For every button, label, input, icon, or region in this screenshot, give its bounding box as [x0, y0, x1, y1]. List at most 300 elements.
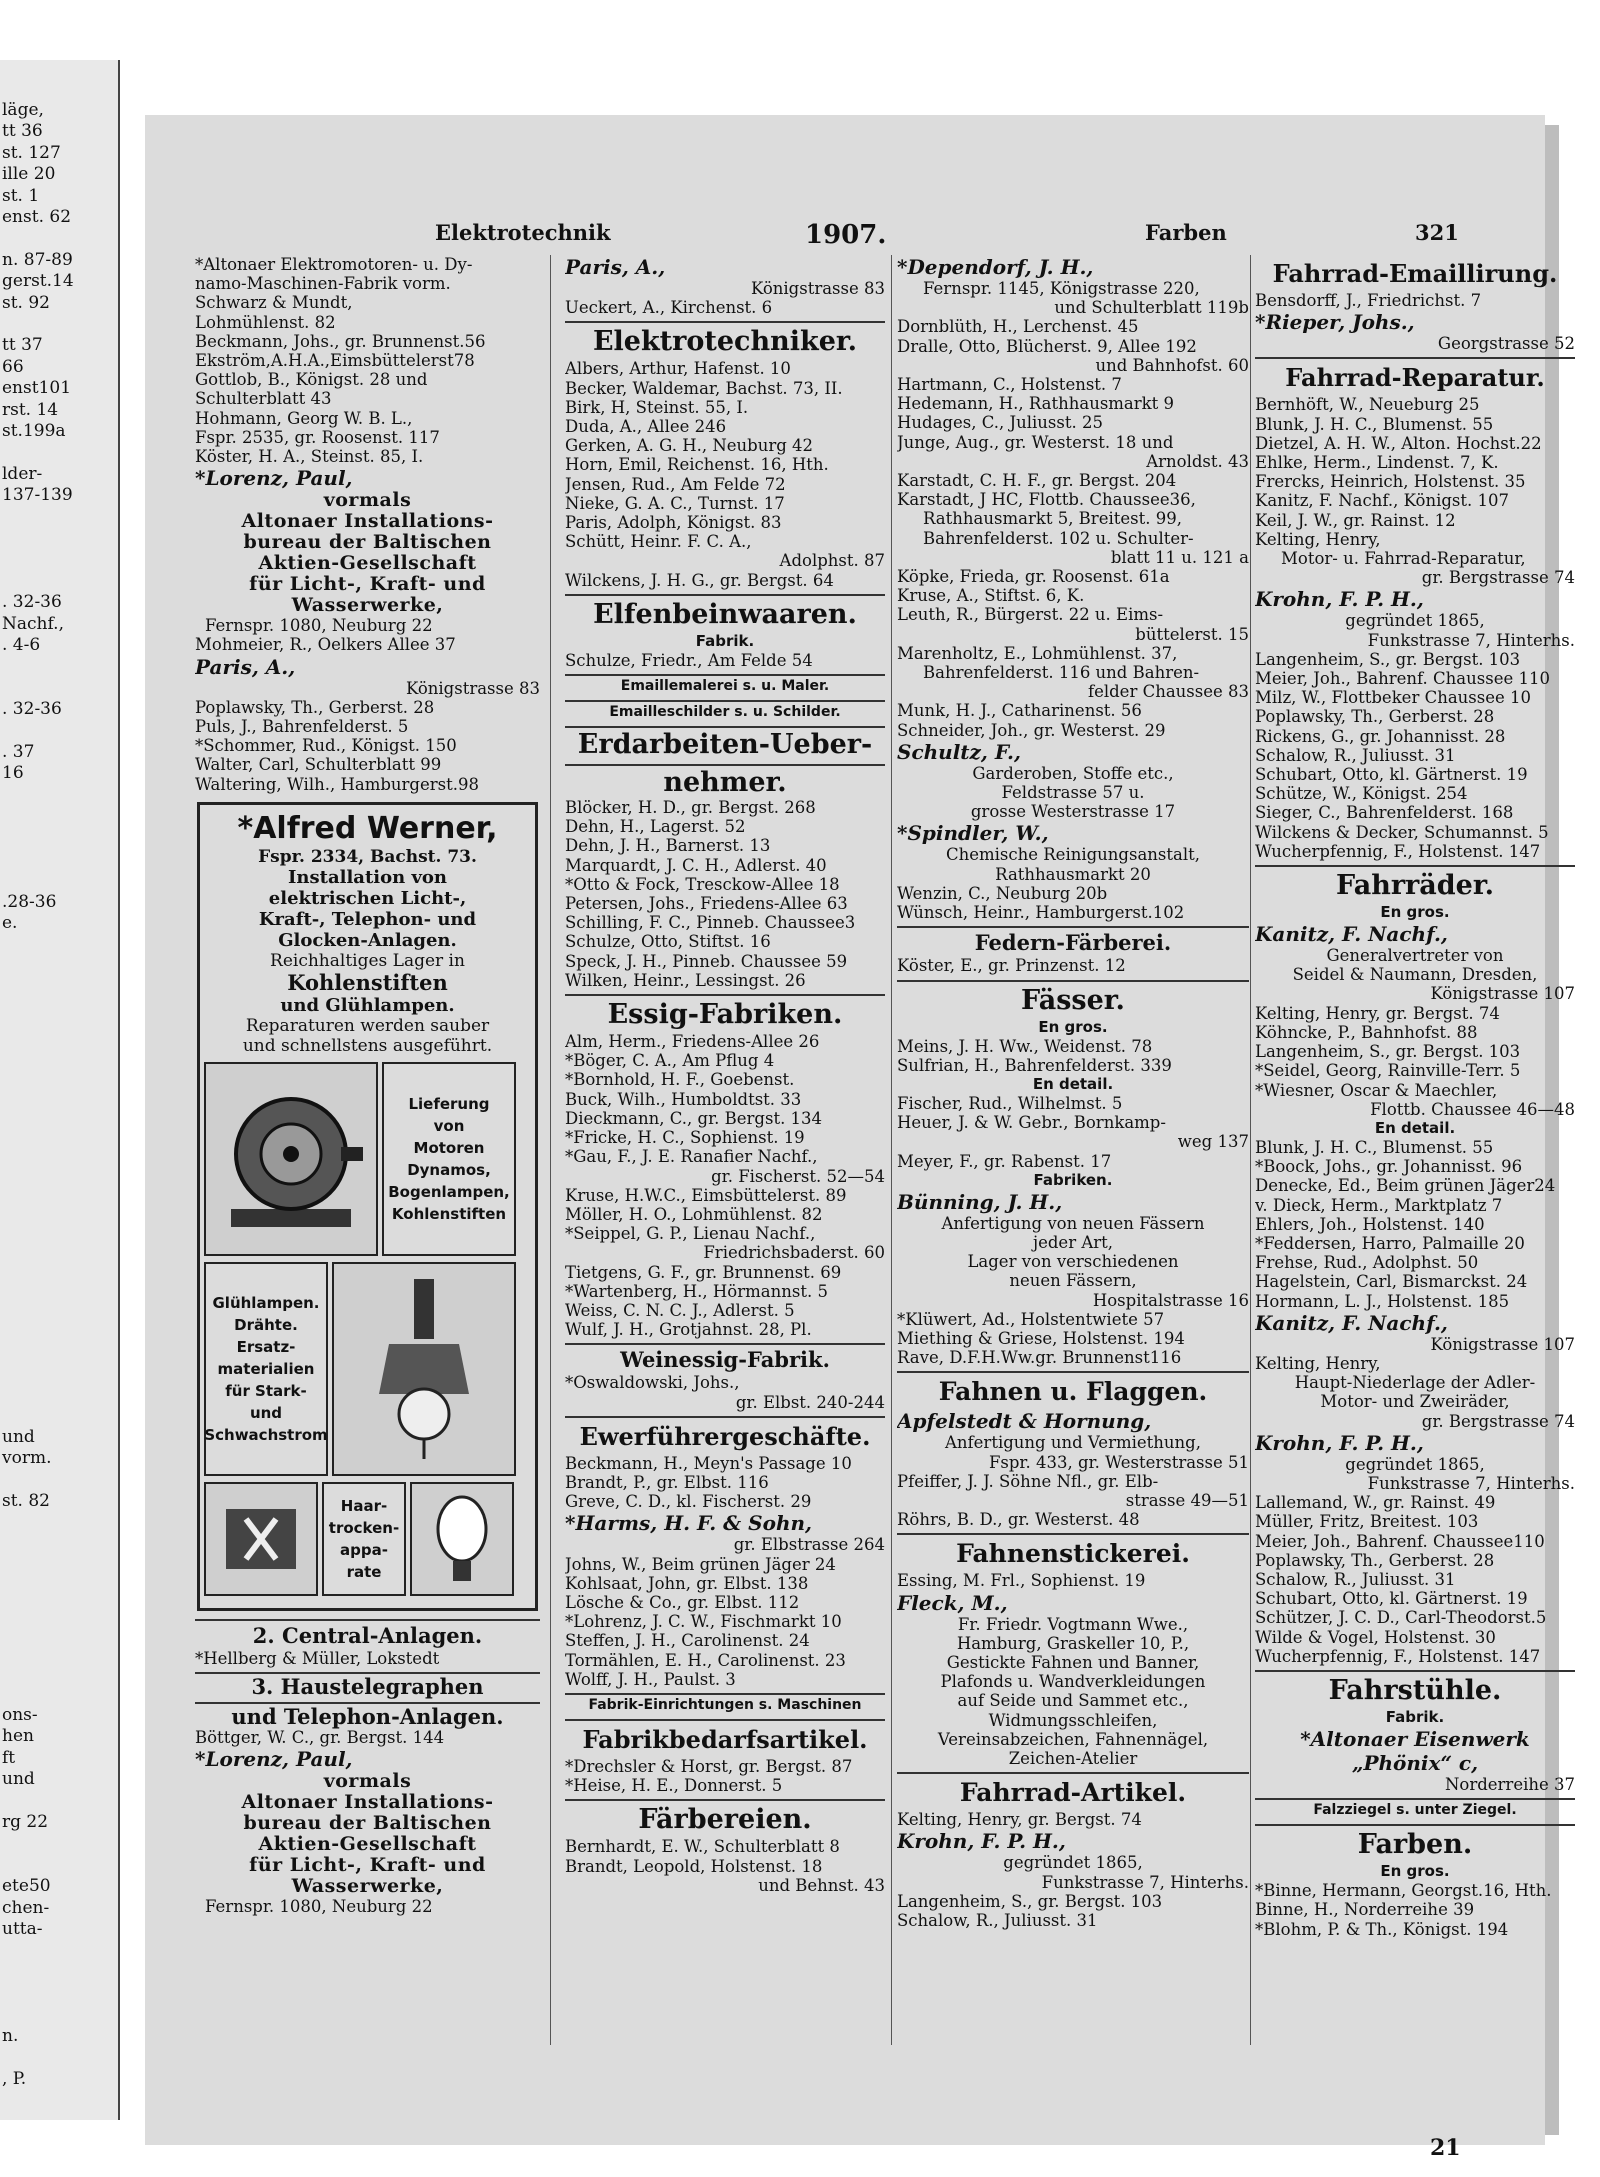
- entry-group: [897, 1510, 1249, 1529]
- strip-text: hen: [2, 1726, 34, 1747]
- entry-line: Hudages, C., Juliusst. 25: [897, 413, 1103, 433]
- entry-line: *Seippel, G. P., Lienau Nachf.,: [565, 1224, 816, 1244]
- strip-text: Nachf.,: [2, 613, 64, 634]
- entry-line: *Hellberg & Müller, Lokstedt: [195, 1648, 440, 1668]
- entry-line: Installation von: [287, 866, 448, 888]
- entry-address: Flottb. Chaussee 46—48: [1370, 1099, 1575, 1119]
- entry-line: Albers, Arthur, Hafenst. 10: [565, 359, 791, 379]
- entry-line: Bernhöft, W., Neueburg 25: [1255, 395, 1480, 415]
- cross-reference: Emaillemalerei s. u. Maler.: [565, 674, 885, 696]
- entry-group: [1255, 1881, 1575, 1939]
- entry-address: Friedrichsbaderst. 60: [703, 1243, 885, 1263]
- entry-line: Garderoben, Stoffe etc.,: [972, 763, 1174, 783]
- ad-caption-gluehlampen: [204, 1262, 328, 1476]
- entry-line: Walter, Carl, Schulterblatt 99: [195, 755, 442, 775]
- entry-group: [897, 1571, 1249, 1590]
- entry-group: [897, 1094, 1249, 1132]
- entry-address: Hospitalstrasse 16: [1092, 1290, 1249, 1310]
- strip-text: chen-: [2, 1897, 50, 1918]
- section-heading: Fässer.: [897, 980, 1249, 1018]
- entry-line: Waltering, Wilh., Hamburgerst.98: [195, 774, 479, 794]
- entry-line: Möller, H. O., Lohmühlenst. 82: [565, 1204, 823, 1224]
- entry-line: Lösche & Co., gr. Elbst. 112: [565, 1592, 800, 1612]
- strip-text: 137-139: [2, 485, 73, 506]
- entry-line: Becker, Waldemar, Bachst. 73, II.: [565, 378, 843, 398]
- entry-line: Junge, Aug., gr. Westerst. 18 und: [897, 432, 1174, 452]
- entry-line: Köster, E., gr. Prinzenst. 12: [897, 956, 1126, 976]
- entry-line: Hormann, L. J., Holstenst. 185: [1255, 1291, 1510, 1311]
- entry-line: Böttger, W. C., gr. Bergst. 144: [195, 1728, 445, 1748]
- entry-address: Funkstrasse 7, Hinterhs.: [1367, 630, 1575, 650]
- entry-line: Meyer, F., gr. Rabenst. 17: [897, 1151, 1112, 1171]
- column-rule: [550, 255, 551, 2045]
- entry-line: *Heise, H. E., Donnerst. 5: [565, 1776, 783, 1796]
- page-header: [185, 220, 1525, 250]
- entry-line: Plafonds u. Wandverkleidungen: [940, 1672, 1206, 1692]
- entry-group: [897, 279, 1249, 298]
- entry-line: Nieke, G. A. C., Turnst. 17: [565, 493, 785, 513]
- entry-group: [1255, 1004, 1575, 1100]
- entry-line: Sulfrian, H., Bahrenfelderst. 339: [897, 1055, 1172, 1075]
- entry-address: Funkstrasse 7, Hinterhs.: [1367, 1473, 1575, 1493]
- entry-line: Köhncke, P., Bahnhofst. 88: [1255, 1022, 1478, 1042]
- ad-caption-line: appa-: [340, 1540, 388, 1559]
- entry-address: strasse 49—51: [1125, 1490, 1249, 1510]
- entry-line: *Klüwert, Ad., Holstentwiete 57: [897, 1309, 1165, 1329]
- entry-line: Kruse, H.W.C., Eimsbüttelerst. 89: [565, 1185, 847, 1205]
- entry-address: Arnoldst. 43: [1146, 451, 1249, 471]
- section-heading: Erdarbeiten-Ueber-: [565, 726, 885, 760]
- entry-group: [565, 798, 885, 990]
- entry-line: Gottlob, B., Königst. 28 und: [195, 370, 428, 390]
- entry-phone: Fernspr. 1080, Neuburg 22: [205, 616, 433, 636]
- entry-line: Kanitz, F. Nachf., Königst. 107: [1255, 491, 1510, 511]
- section-heading: und Telephon-Anlagen.: [195, 1702, 540, 1728]
- entry-line: Ehlers, Joh., Holstenst. 140: [1255, 1214, 1485, 1234]
- entry-group: [565, 1263, 885, 1340]
- section-heading: Essig-Fabriken.: [565, 994, 885, 1032]
- entry-line: Motor- u. Fahrrad-Reparatur,: [1281, 549, 1526, 569]
- entry-line: neuen Fässern,: [1009, 1271, 1137, 1291]
- entry-line: *Wartenberg, H., Hörmannst. 5: [565, 1281, 828, 1301]
- entry-group: [1255, 1138, 1575, 1311]
- entry-group: [897, 845, 1249, 883]
- entry-line: Langenheim, S., gr. Bergst. 103: [1255, 1042, 1521, 1062]
- ad-caption-line: Kohlenstiften: [391, 1204, 507, 1223]
- entry-address: gr. Fischerst. 52—54: [711, 1166, 885, 1186]
- entry-address: Georgstrasse 52: [1437, 334, 1575, 354]
- entry-line: Glocken-Anlagen.: [278, 929, 457, 951]
- entry-line: Greve, C. D., kl. Fischerst. 29: [565, 1492, 812, 1512]
- entry-line: *Bornhold, H. F., Goebenst.: [565, 1070, 795, 1090]
- ad-phone: Fspr. 2334, Bachst. 73.: [258, 846, 477, 867]
- strip-text: . 32-36: [2, 699, 62, 720]
- strip-text: st. 92: [2, 292, 50, 313]
- section-heading: Fabrikbedarfsartikel.: [565, 1719, 885, 1757]
- entry-group: [195, 698, 540, 794]
- entry-line: Sieger, C., Bahrenfelderst. 168: [1255, 803, 1514, 823]
- strip-text: 66: [2, 356, 24, 377]
- strip-text: ille 20: [2, 164, 56, 185]
- entry-line: *Altonaer Elektromotoren- u. Dy-: [195, 255, 473, 274]
- entry-line: Dieckmann, C., gr. Bergst. 134: [565, 1108, 823, 1128]
- entry-group: [1255, 291, 1575, 310]
- sub-heading: En detail.: [1374, 1118, 1456, 1137]
- entry-line: Aktien-Gesellschaft: [258, 552, 477, 575]
- entry-line: Köpke, Frieda, gr. Roosenst. 61a: [897, 567, 1170, 587]
- dynamo-icon: [216, 1079, 366, 1239]
- entry-line: Motor- und Zweiräder,: [1320, 1392, 1510, 1412]
- entry-name: *Harms, H. F. & Sohn,: [565, 1511, 812, 1536]
- strip-text: st. 82: [2, 1491, 50, 1511]
- entry-line: Schulze, Otto, Stiftst. 16: [565, 932, 771, 952]
- entry-group: [565, 1555, 885, 1689]
- entry-address: Norderreihe 37: [1444, 1774, 1575, 1794]
- entry-name: *Rieper, Johs.,: [1255, 310, 1415, 335]
- entry-line: Blunk, J. H. C., Blumenst. 55: [1255, 414, 1494, 434]
- entry-line: Beckmann, H., Meyn's Passage 10: [565, 1453, 852, 1473]
- entry-name: *Altonaer Eisenwerk: [1300, 1726, 1530, 1751]
- page-number: 321: [1415, 220, 1459, 245]
- entry-name: Krohn, F. P. H.,: [1255, 587, 1424, 612]
- entry-line: gegründet 1865,: [1345, 1454, 1485, 1474]
- entry-group: [1255, 395, 1575, 549]
- entry-line: *Binne, Hermann, Georgst.16, Hth.: [1255, 1881, 1552, 1901]
- entry-address: blatt 11 u. 121 a: [1110, 547, 1249, 567]
- cross-reference: Emailleschilder s. u. Schilder.: [565, 700, 885, 722]
- bulb-illustration: [410, 1482, 514, 1596]
- entry-line: und schnellstens ausgeführt.: [242, 1035, 493, 1056]
- strip-text: und: [2, 1769, 35, 1790]
- lamp-illustration: [332, 1262, 516, 1476]
- section-heading: Fahrräder.: [1255, 865, 1575, 903]
- entry-address: Funkstrasse 7, Hinterhs.: [1041, 1872, 1249, 1892]
- entry-line: Duda, A., Allee 246: [565, 417, 727, 437]
- entry-group: [565, 726, 885, 798]
- entry-line: Müller, Fritz, Breitest. 103: [1255, 1512, 1479, 1532]
- entry-line: Kruse, A., Stiftst. 6, K.: [897, 586, 1085, 606]
- entry-line: Frehse, Rud., Adolphst. 50: [1255, 1253, 1479, 1273]
- entry-line: Dralle, Otto, Blücherst. 9, Allee 192: [897, 336, 1197, 356]
- entry-line: Petersen, Johs., Friedens-Allee 63: [565, 894, 848, 914]
- column-4: [1255, 255, 1575, 1939]
- entry-group: [195, 635, 540, 654]
- entry-line: Lohmühlenst. 82: [195, 312, 336, 332]
- ad-caption-line: Dynamos,: [407, 1160, 491, 1179]
- sub-heading: Fabrik.: [1385, 1707, 1445, 1726]
- advertisement-alfred-werner: [197, 802, 538, 1611]
- entry-line: Wünsch, Heinr., Hamburgerst.102: [897, 903, 1185, 923]
- entry-address: und Bahnhofst. 60: [1095, 355, 1249, 375]
- entry-line: Seidel & Naumann, Dresden,: [1292, 965, 1538, 985]
- entry-line: namo-Maschinen-Fabrik vorm.: [195, 274, 451, 294]
- strip-text: ft: [2, 1747, 16, 1768]
- entry-line: Aktien-Gesellschaft: [258, 1833, 477, 1856]
- entry-line: *Wiesner, Oscar & Maechler,: [1255, 1080, 1498, 1100]
- entry-group: [195, 1649, 540, 1668]
- entry-line: Poplawsky, Th., Gerberst. 28: [1255, 707, 1495, 727]
- entry-line: Rickens, G., gr. Johannisst. 28: [1255, 726, 1506, 746]
- entry-line: elektrischen Licht-,: [268, 887, 467, 909]
- entry-line: Rathhausmarkt 20: [995, 864, 1151, 884]
- entry-line: Meier, Joh., Bahrenf. Chaussee110: [1255, 1531, 1545, 1551]
- entry-address: gr. Bergstrasse 74: [1421, 568, 1575, 588]
- entry-line: Horn, Emil, Reichenst. 16, Hth.: [565, 455, 829, 475]
- column-1: [195, 255, 540, 1916]
- sub-heading: En gros.: [1038, 1017, 1108, 1036]
- entry-line: Wasserwerke,: [291, 1875, 444, 1898]
- entry-line: Köster, H. A., Steinst. 85, I.: [195, 447, 424, 467]
- entry-name: *Lorenz, Paul,: [195, 1747, 353, 1772]
- entry-line: Altonaer Installations-: [241, 1791, 494, 1814]
- strip-text: st. 1: [2, 185, 40, 206]
- strip-text: st.199a: [2, 421, 66, 441]
- entry-group: [897, 1892, 1249, 1930]
- strip-text: ete50: [2, 1876, 51, 1897]
- entry-group: [897, 567, 1249, 625]
- entry-line: Schulze, Friedr., Am Felde 54: [565, 650, 813, 670]
- entry-line: Keil, J. W., gr. Rainst. 12: [1255, 510, 1456, 530]
- entry-line: Langenheim, S., gr. Bergst. 103: [897, 1891, 1163, 1911]
- entry-line: Schneider, Joh., gr. Westerst. 29: [897, 720, 1166, 740]
- column-3: [897, 255, 1249, 1930]
- entry-line: Speck, J. H., Pinneb. Chaussee 59: [565, 951, 848, 971]
- entry-line: Ekström,A.H.A.,Eimsbüttelerst78: [195, 351, 475, 371]
- entry-line: Hamburg, Graskeller 10, P.,: [956, 1633, 1190, 1653]
- entry-line: Puls, J., Bahrenfelderst. 5: [195, 717, 409, 737]
- entry-line: v. Dieck, Herm., Marktplatz 7: [1255, 1195, 1503, 1215]
- entry-address: gr. Bergstrasse 74: [1421, 1411, 1575, 1431]
- entry-line: *Otto & Fock, Tresckow-Allee 18: [565, 874, 840, 894]
- entry-group: [897, 1472, 1249, 1491]
- strip-text: , P.: [2, 2068, 27, 2089]
- entry-line: Lallemand, W., gr. Rainst. 49: [1255, 1493, 1496, 1513]
- ad-caption-line: Drähte.: [234, 1315, 298, 1334]
- entry-group: [195, 1728, 540, 1747]
- entry-line: Wucherpfennig, F., Holstenst. 147: [1255, 1646, 1541, 1666]
- section-heading: Elfenbeinwaaren.: [565, 594, 885, 632]
- entry-group: [1255, 1373, 1575, 1411]
- strip-text: . 4-6: [2, 635, 41, 655]
- entry-line: Bahrenfelderst. 102 u. Schulter-: [923, 528, 1194, 548]
- entry-line: Wucherpfennig, F., Holstenst. 147: [1255, 841, 1541, 861]
- ad-caption-line: für Stark-: [225, 1381, 307, 1400]
- entry-line: bureau der Baltischen: [243, 531, 492, 554]
- hairdryer-icon: [216, 1494, 306, 1584]
- entry-line: *Drechsler & Horst, gr. Bergst. 87: [565, 1756, 853, 1776]
- entry-line: Denecke, Ed., Beim grünen Jäger24: [1255, 1176, 1556, 1196]
- entry-address: Königstrasse 107: [1430, 984, 1575, 1004]
- entry-line: Gestickte Fahnen und Banner,: [946, 1652, 1200, 1672]
- entry-line: Altonaer Installations-: [241, 510, 494, 533]
- section-heading: Ewerführergeschäfte.: [565, 1416, 885, 1454]
- entry-line: Dehn, J. H., Barnerst. 13: [565, 836, 771, 856]
- entry-group: [195, 1792, 540, 1897]
- column-rule: [1250, 255, 1251, 2045]
- section-heading: Fahrrad-Reparatur.: [1255, 357, 1575, 395]
- entry-line: Pfeiffer, J. J. Söhne Nfl., gr. Elb-: [897, 1471, 1159, 1491]
- entry-line: auf Seide und Sammet etc.,: [957, 1691, 1189, 1711]
- entry-name: Kanitz, F. Nachf.,: [1255, 922, 1448, 947]
- cross-reference: Falzziegel s. unter Ziegel.: [1255, 1798, 1575, 1820]
- ad-kohlenstiften: Kohlenstiften: [287, 969, 448, 995]
- entry-line: Dornblüth, H., Lerchenst. 45: [897, 317, 1139, 337]
- entry-address: gr. Elbstrasse 264: [733, 1535, 885, 1555]
- entry-group: [195, 1672, 540, 1728]
- strip-text: 16: [2, 763, 24, 784]
- ad-caption-line: Ersatz-: [236, 1337, 296, 1356]
- entry-name: „Phönix“ c,: [1351, 1750, 1479, 1775]
- entry: Ueckert, A., Kirchenst. 6: [565, 298, 773, 318]
- entry-line: *Gau, F., J. E. Ranafier Nachf.,: [565, 1147, 818, 1167]
- entry-line: Meins, J. H. Ww., Weidenst. 78: [897, 1036, 1153, 1056]
- section-heading: Elektrotechniker.: [565, 321, 885, 359]
- entry-group: [204, 867, 531, 951]
- entry-line: Wilckens & Decker, Schumannst. 5: [1255, 822, 1549, 842]
- ad-caption-line: Haar-: [340, 1496, 388, 1515]
- section-heading: Fahnen u. Flaggen.: [897, 1371, 1249, 1409]
- strip-text: n. 87-89: [2, 249, 73, 270]
- entry-line: *Boock, Johs., gr. Johannisst. 96: [1255, 1157, 1523, 1177]
- entry-line: Meier, Joh., Bahrenf. Chaussee 110: [1255, 669, 1550, 689]
- entry-vormals: vormals: [323, 1770, 412, 1793]
- entry-line: Kraft-, Telephon- und: [258, 908, 477, 930]
- ad-caption-line: Motoren: [413, 1138, 485, 1157]
- ad-gluehlampen: und Glühlampen.: [280, 994, 455, 1016]
- entry-line: Schalow, R., Juliusst. 31: [897, 1911, 1098, 1930]
- strip-text: st. 127: [2, 142, 61, 163]
- entry-group: [1255, 1493, 1575, 1666]
- entry-line: Marquardt, J. C. H., Adlerst. 40: [565, 855, 827, 875]
- entry-line: Bernhardt, E. W., Schulterblatt 8: [565, 1837, 840, 1857]
- entry-line: Rave, D.F.H.Ww.gr. Brunnenst116: [897, 1348, 1182, 1368]
- entry-name: Apfelstedt & Hornung,: [897, 1409, 1152, 1434]
- entry-address: Adolphst. 87: [779, 551, 885, 571]
- entry-group: [897, 1152, 1249, 1171]
- entry-line: Reichhaltiges Lager in: [270, 950, 465, 971]
- entry-line: Vereinsabzeichen, Fahnennägel,: [937, 1729, 1209, 1749]
- entry-line: Leuth, R., Bürgerst. 22 u. Eims-: [897, 605, 1164, 625]
- strip-text: tt 36: [2, 121, 43, 142]
- entry-line: Schwarz & Mundt,: [195, 293, 353, 313]
- entry-group: [1255, 1354, 1575, 1373]
- entry-line: Hedemann, H., Rathhausmarkt 9: [897, 394, 1175, 414]
- entry-name: Paris, A.,: [565, 255, 666, 279]
- entry-line: Zeichen-Atelier: [1008, 1748, 1138, 1768]
- entry-line: Schalow, R., Juliusst. 31: [1255, 1569, 1456, 1589]
- entry-address: und Behnst. 43: [758, 1875, 885, 1895]
- strip-text: enst101: [2, 378, 72, 399]
- sub-heading: Fabriken.: [1033, 1170, 1113, 1189]
- entry-address: Königstrasse 107: [1430, 1334, 1575, 1354]
- entry-line: Wasserwerke,: [291, 594, 444, 617]
- entry-line: Röhrs, B. D., gr. Westerst. 48: [897, 1510, 1140, 1530]
- entry-group: [1255, 611, 1575, 630]
- entry-group: [565, 1454, 885, 1512]
- entry-group: [565, 1032, 885, 1166]
- entry-name: Krohn, F. P. H.,: [897, 1829, 1066, 1854]
- entry-line: Wenzin, C., Neuburg 20b: [897, 883, 1108, 903]
- entry-line: Paris, Adolph, Königst. 83: [565, 513, 782, 533]
- entry-line: Bahrenfelderst. 116 und Bahren-: [923, 663, 1200, 683]
- entry-group: [565, 1757, 885, 1795]
- entry-line: Brandt, P., gr. Elbst. 116: [565, 1472, 769, 1492]
- entry-group: [897, 1214, 1249, 1291]
- entry-name: Krohn, F. P. H.,: [1255, 1430, 1424, 1455]
- strip-text: . 32-36: [2, 592, 62, 613]
- entry-line: Karstadt, C. H. F., gr. Bergst. 204: [897, 471, 1177, 491]
- entry-line: Schubart, Otto, kl. Gärtnerst. 19: [1255, 1589, 1528, 1609]
- entry-line: Kelting, Henry,: [1255, 1353, 1381, 1373]
- entry-line: jeder Art,: [1032, 1232, 1114, 1252]
- hairdryer-illustration: [204, 1482, 318, 1596]
- entry-group: [897, 701, 1249, 739]
- ad-caption-line: und: [249, 1403, 283, 1422]
- entry-line: Essing, M. Frl., Sophienst. 19: [897, 1571, 1146, 1591]
- entry-line: Kelting, Henry, gr. Bergst. 74: [1255, 1003, 1500, 1023]
- bulb-icon: [427, 1489, 497, 1589]
- ad-caption-line: Bogenlampen,: [388, 1182, 510, 1201]
- entry-group: [1255, 946, 1575, 984]
- sub-heading: Fabrik.: [695, 631, 755, 650]
- strip-text: n.: [2, 2026, 19, 2046]
- entry-group: [195, 511, 540, 616]
- page-folio: 21: [1430, 2135, 1461, 2161]
- entry-line: Widmungsschleifen,: [988, 1710, 1158, 1730]
- entry-line: *Lohrenz, J. C. W., Fischmarkt 10: [565, 1612, 842, 1632]
- entry-group: [897, 1037, 1249, 1075]
- entry-group: [565, 359, 885, 551]
- entry-line: Generalvertreter von: [1326, 946, 1504, 966]
- entry-vormals: vormals: [323, 489, 412, 512]
- entry-group: [565, 651, 885, 670]
- strip-text: vorm.: [2, 1448, 52, 1469]
- entry-group: [897, 471, 1249, 509]
- section-heading: 2. Central-Anlagen.: [195, 1619, 540, 1649]
- entry-line: Hagelstein, Carl, Bismarckst. 24: [1255, 1272, 1528, 1292]
- entry-line: für Licht-, Kraft- und: [249, 1854, 486, 1877]
- entry-group: [897, 956, 1249, 975]
- entry-line: Poplawsky, Th., Gerberst. 28: [195, 697, 435, 717]
- section-heading: Federn-Färberei.: [897, 926, 1249, 956]
- entry-name: Fleck, M.,: [897, 1590, 1008, 1615]
- entry-line: Tormählen, E. H., Carolinenst. 23: [565, 1650, 846, 1670]
- entry-group: [897, 884, 1249, 922]
- column-rule: [891, 255, 892, 2045]
- sub-heading: En gros.: [1380, 1862, 1450, 1881]
- entry-name: Kanitz, F. Nachf.,: [1255, 1310, 1448, 1335]
- entry-line: Wilde & Vogel, Holstenst. 30: [1255, 1627, 1496, 1647]
- entry-line: Birk, H, Steinst. 55, I.: [565, 397, 749, 417]
- strip-text: rst. 14: [2, 399, 59, 420]
- entry-line: Buck, Wilh., Humboldtst. 33: [565, 1089, 802, 1109]
- section-heading: Farben.: [1255, 1824, 1575, 1862]
- strip-text: utta-: [2, 1919, 43, 1939]
- entry-line: *Böger, C. A., Am Pflug 4: [565, 1051, 775, 1071]
- entry-name: *Spindler, W.,: [897, 821, 1049, 846]
- entry-line: Anfertigung von neuen Fässern: [941, 1213, 1205, 1233]
- strip-text: rg 22: [2, 1812, 49, 1832]
- entry-line: Jensen, Rud., Am Felde 72: [565, 474, 786, 494]
- section-heading: Fahnenstickerei.: [897, 1533, 1249, 1571]
- entry-group: [897, 1433, 1249, 1452]
- entry-line: für Licht-, Kraft- und: [249, 573, 486, 596]
- entry-name: *Dependorf, J. H.,: [897, 255, 1094, 279]
- entry-line: Johns, W., Beim grünen Jäger 24: [565, 1554, 836, 1574]
- ad-caption-haartrocken: [322, 1482, 406, 1596]
- entry-line: Schalow, R., Juliusst. 31: [1255, 745, 1456, 765]
- strip-text: .28-36: [2, 891, 57, 912]
